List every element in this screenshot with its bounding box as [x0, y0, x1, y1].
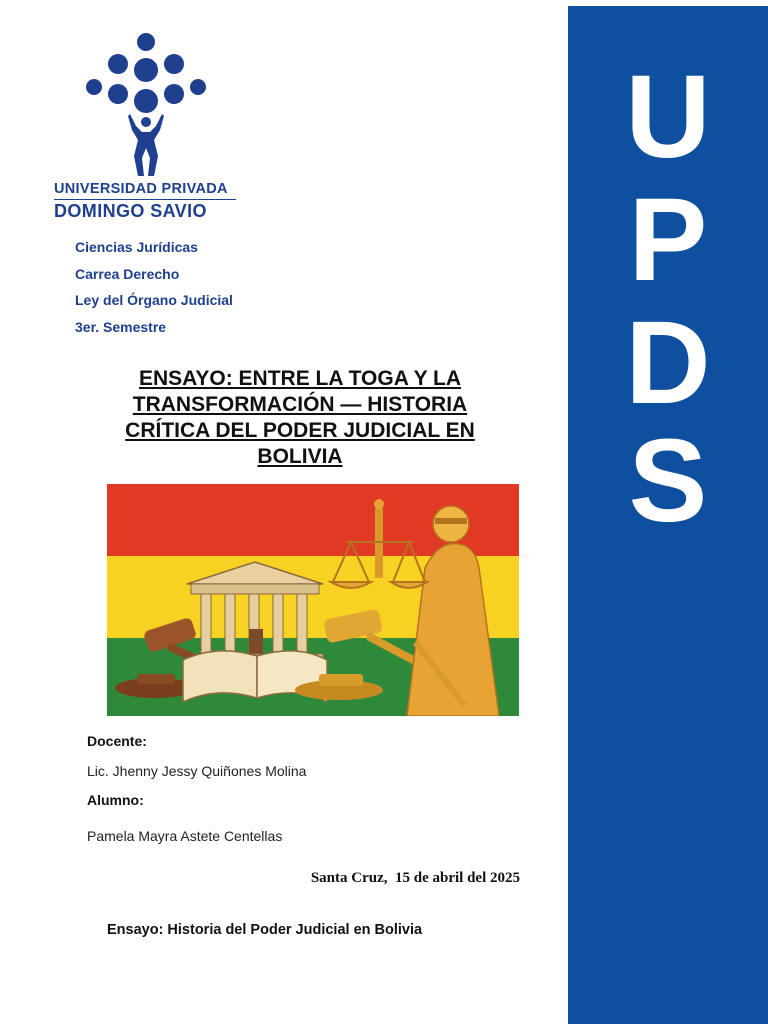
sidebar-letter-s: S [628, 415, 708, 547]
career-label: Carrea Derecho [75, 265, 180, 282]
sidebar-letter-d: D [625, 297, 711, 429]
teacher-name: Lic. Jhenny Jessy Quiñones Molina [87, 763, 307, 779]
course-info [75, 238, 233, 345]
university-divider [54, 199, 236, 200]
sidebar-letter-p: P [628, 174, 708, 306]
date-place: Santa Cruz, 15 de abril del 2025 [310, 870, 520, 886]
student-name: Pamela Mayra Astete Centellas [87, 828, 283, 844]
semester-label: 3er. Semestre [75, 319, 167, 336]
judicial-banner-illustration [107, 484, 519, 716]
upds-logo-icon [80, 30, 220, 180]
essay-title: ENSAYO: ENTRE LA TOGA Y LA TRANSFORMACIÓN — HISTORIA CRÍTICA DEL PODER JUDICIAL EN BOLIVIA [125, 367, 475, 468]
faculty-label: Ciencias Jurídicas [75, 239, 198, 255]
university-name-line2: DOMINGO SAVIO [54, 201, 207, 221]
upds-sidebar [568, 6, 768, 1024]
footer-title: Ensayo: Historia del Poder Judicial en Bolivia [107, 922, 423, 938]
courthouse-icon [187, 562, 323, 664]
sidebar-letter-u: U [625, 51, 711, 183]
student-label: Alumno: [87, 792, 144, 808]
university-name-line1: UNIVERSIDAD PRIVADA [54, 181, 228, 197]
subject-label: Ley del Órgano Judicial [75, 292, 233, 309]
teacher-label: Docente: [87, 733, 147, 749]
